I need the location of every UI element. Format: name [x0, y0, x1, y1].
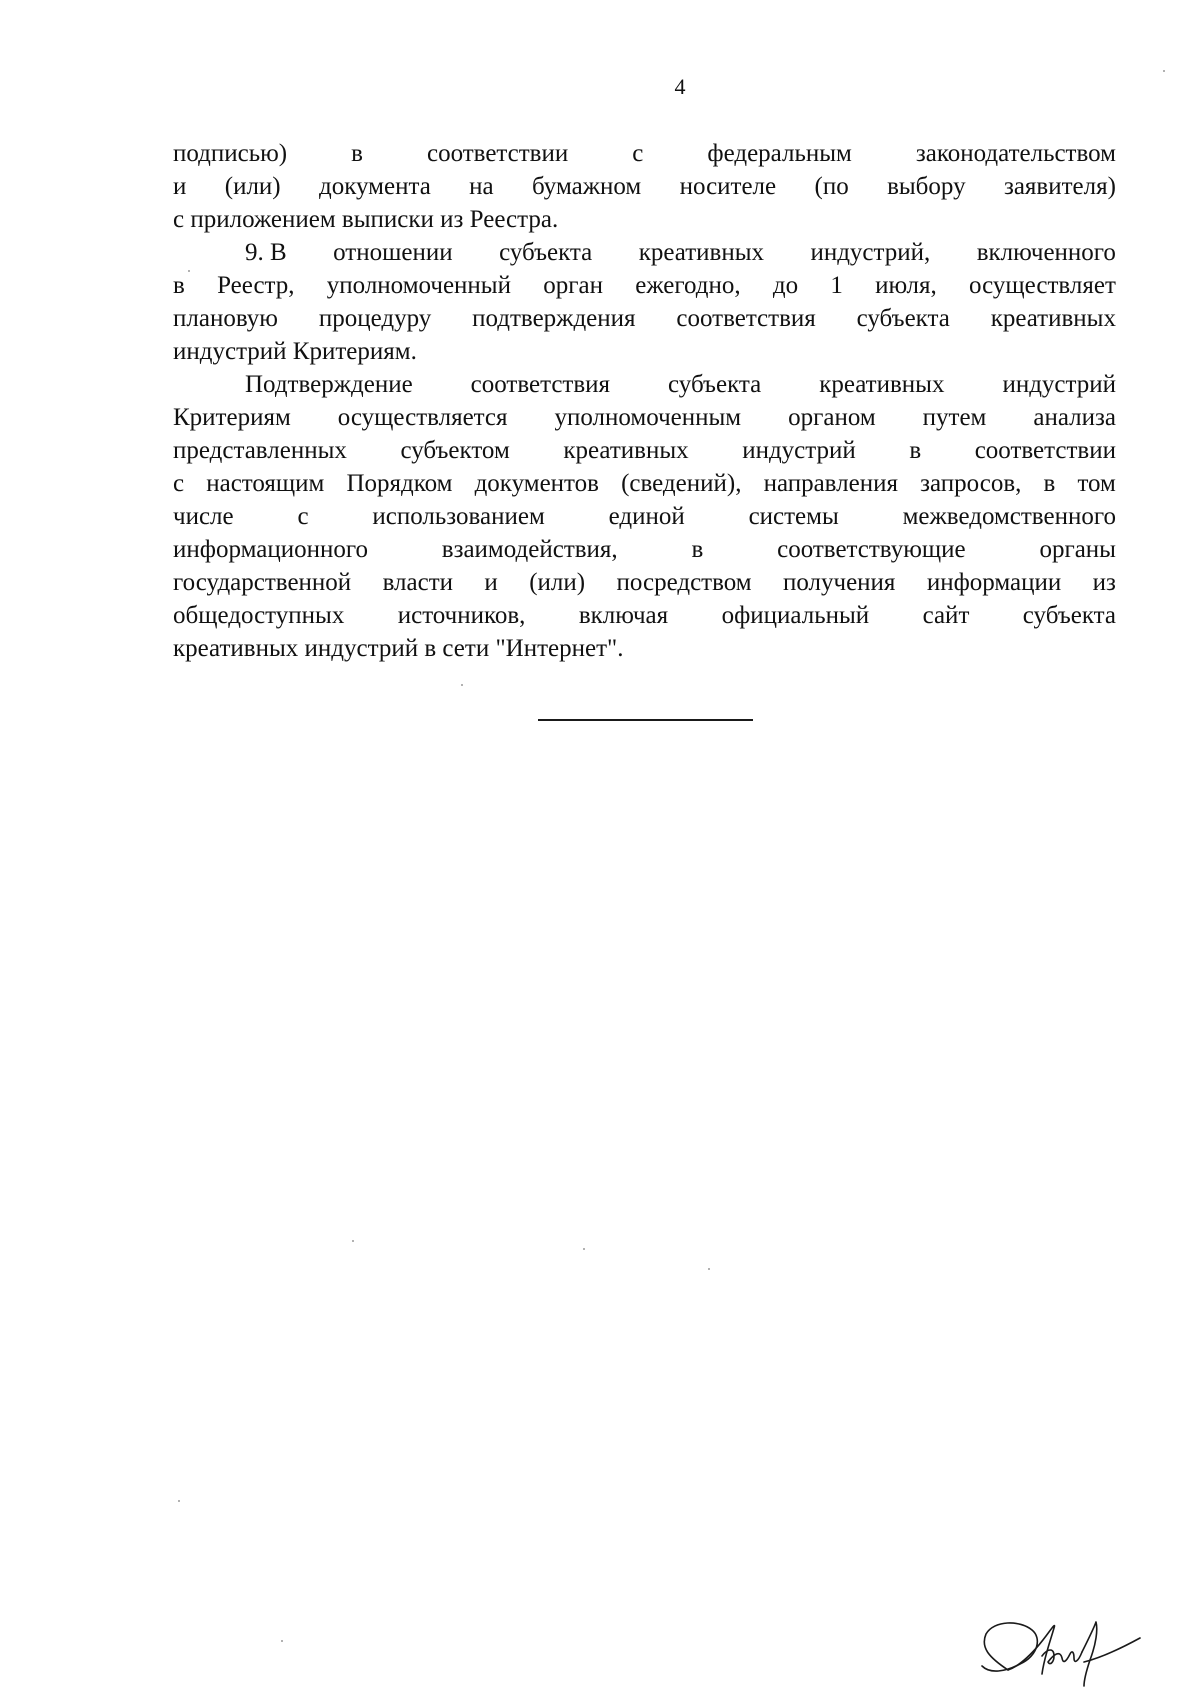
word: креативных: [819, 371, 945, 398]
text-line: [173, 236, 1116, 269]
word: том: [1077, 470, 1116, 497]
text-line: [173, 170, 1116, 203]
text-line: [173, 302, 1116, 335]
scan-speck: [188, 270, 190, 272]
text-line: [173, 599, 1116, 632]
word: путем: [922, 404, 987, 431]
word: на: [469, 173, 494, 200]
word: индустрий: [742, 437, 856, 464]
word: межведомственного: [902, 503, 1116, 530]
paragraph-continuation: [173, 137, 1116, 236]
text-line: [173, 632, 1116, 665]
text-line: [173, 533, 1116, 566]
word: креативных: [563, 437, 689, 464]
word: осуществляет: [969, 272, 1116, 299]
word: осуществляется: [337, 404, 508, 431]
word: с: [632, 140, 644, 167]
word: заявителя): [1003, 173, 1116, 200]
word: креативных: [638, 239, 764, 266]
word: запросов,: [920, 470, 1022, 497]
text-line: [173, 368, 1116, 401]
word: уполномоченный: [326, 272, 511, 299]
scan-speck: [461, 684, 463, 686]
word: с: [297, 503, 309, 530]
word: подписью): [173, 140, 288, 167]
word: отношении: [333, 239, 453, 266]
paragraph-confirmation: [173, 368, 1116, 665]
word: 1: [830, 272, 843, 299]
word: выбору: [887, 173, 966, 200]
word: и: [484, 569, 498, 596]
word: соответствии: [426, 140, 569, 167]
word: числе: [173, 503, 234, 530]
text-line: [173, 434, 1116, 467]
word: уполномоченным: [554, 404, 742, 431]
word: ежегодно,: [635, 272, 741, 299]
word: субъекта: [856, 305, 950, 332]
word: соответствия: [676, 305, 816, 332]
word: субъектом: [400, 437, 510, 464]
scan-speck: [583, 1248, 585, 1250]
text-line: [173, 269, 1116, 302]
word: в: [1043, 470, 1056, 497]
word: информационного: [173, 536, 368, 563]
line-text: креативных индустрий в сети "Интернет".: [173, 635, 624, 662]
text-line: [173, 137, 1116, 170]
document-body: [173, 137, 1116, 665]
word: государственной: [173, 569, 352, 596]
word: органом: [788, 404, 876, 431]
word: бумажном: [532, 173, 642, 200]
word: соответствующие: [777, 536, 966, 563]
text-line: [173, 467, 1116, 500]
word: получения: [782, 569, 896, 596]
word: субъекта: [1022, 602, 1116, 629]
word: с: [173, 470, 185, 497]
word: (сведений),: [621, 470, 742, 497]
word: субъекта: [668, 371, 762, 398]
word: креативных: [990, 305, 1116, 332]
word: в: [691, 536, 704, 563]
word: власти: [382, 569, 454, 596]
word: органы: [1039, 536, 1116, 563]
word: (или): [224, 173, 281, 200]
word: из: [1092, 569, 1116, 596]
word: посредством: [616, 569, 752, 596]
word: Критериям: [173, 404, 291, 431]
text-line: [173, 500, 1116, 533]
word: документа: [319, 173, 431, 200]
word: документов: [474, 470, 599, 497]
text-line: [173, 566, 1116, 599]
word: анализа: [1033, 404, 1116, 431]
word: направления: [763, 470, 898, 497]
paragraph-item-9: [173, 236, 1116, 368]
text-line: [173, 203, 1116, 236]
word: подтверждения: [472, 305, 636, 332]
word: до: [772, 272, 799, 299]
word: Реестр,: [217, 272, 295, 299]
page-number: 4: [674, 74, 686, 99]
word: единой: [608, 503, 685, 530]
word: включая: [578, 602, 669, 629]
line-text: с приложением выписки из Реестра.: [173, 206, 559, 233]
word: соответствии: [974, 437, 1116, 464]
word: носителе: [679, 173, 777, 200]
word: индустрий: [1002, 371, 1116, 398]
word: орган: [543, 272, 603, 299]
word: (по: [814, 173, 849, 200]
word: в: [909, 437, 922, 464]
word: плановую: [173, 305, 278, 332]
word: Порядком: [346, 470, 453, 497]
word: включенного: [976, 239, 1116, 266]
word: в: [173, 272, 185, 299]
scan-speck: [178, 1500, 180, 1502]
word: Подтверждение: [245, 371, 413, 398]
line-text: индустрий Критериям.: [173, 338, 417, 365]
word: представленных: [173, 437, 347, 464]
text-line: [173, 335, 1116, 368]
word: процедуру: [318, 305, 432, 332]
word: июля,: [875, 272, 937, 299]
word: настоящим: [206, 470, 325, 497]
word: индустрий,: [810, 239, 931, 266]
item-number: 9. В: [245, 239, 287, 266]
word: взаимодействия,: [441, 536, 618, 563]
word: использованием: [372, 503, 545, 530]
word: в: [351, 140, 363, 167]
scan-speck: [281, 1640, 283, 1642]
word: общедоступных: [173, 602, 345, 629]
word: официальный: [721, 602, 870, 629]
word: сайт: [922, 602, 970, 629]
handwritten-signature-icon: [950, 1600, 1150, 1695]
scan-speck: [1163, 70, 1165, 72]
word: федеральным: [707, 140, 852, 167]
word: соответствия: [470, 371, 611, 398]
scan-speck: [708, 1268, 710, 1270]
end-separator-line: [538, 719, 753, 721]
word: субъекта: [499, 239, 593, 266]
text-line: [173, 401, 1116, 434]
scan-speck: [352, 1240, 354, 1242]
word: информации: [926, 569, 1062, 596]
word: законодательством: [915, 140, 1116, 167]
word: источников,: [397, 602, 526, 629]
word: и: [173, 173, 187, 200]
word: системы: [748, 503, 839, 530]
word: (или): [529, 569, 586, 596]
